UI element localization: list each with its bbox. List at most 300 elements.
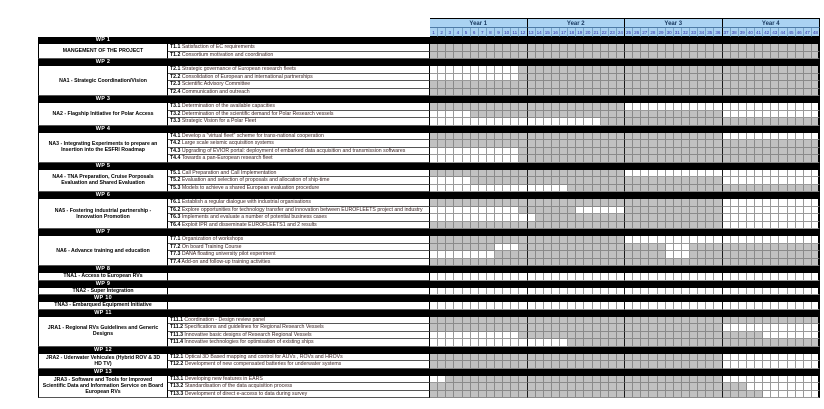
gantt-cell-filled: [633, 155, 641, 163]
gantt-cell-empty: [430, 302, 438, 310]
gantt-cell-filled: [755, 89, 763, 97]
gantt-cell-filled: [463, 376, 471, 384]
task-id: T11.4: [170, 339, 183, 345]
gantt-cell-empty: [739, 111, 747, 119]
gantt-cell-filled: [763, 244, 771, 252]
task-id: T13.3: [170, 390, 184, 397]
gantt-cell-empty: [471, 118, 479, 126]
gantt-cell-filled: [771, 89, 779, 97]
task-description: T12.2 Development of new compensated batteries for underwater systems: [168, 361, 430, 369]
gantt-cell-filled: [771, 251, 779, 259]
gantt-cell-filled: [544, 66, 552, 74]
gantt-cell-filled: [503, 199, 511, 207]
task-id: T4.2: [170, 140, 181, 146]
gantt-cell-empty: [438, 288, 446, 296]
gantt-cell-filled: [609, 222, 617, 230]
gantt-cell-filled: [779, 118, 787, 126]
gantt-cell-filled: [609, 251, 617, 259]
gantt-cell-empty: [438, 74, 446, 82]
gantt-cell-filled: [479, 111, 487, 119]
wp-section: [38, 376, 820, 399]
gantt-cell-filled: [503, 111, 511, 119]
task-id: T1.1: [170, 44, 181, 50]
gantt-cell-filled: [471, 361, 479, 369]
gantt-cell-filled: [649, 259, 657, 267]
gantt-cell-empty: [471, 214, 479, 222]
gantt-cell-empty: [788, 273, 796, 281]
gantt-cell-filled: [771, 140, 779, 148]
gantt-cell-filled: [731, 155, 739, 163]
gantt-cell-filled: [788, 74, 796, 82]
gantt-cell-filled: [519, 81, 527, 89]
gantt-cell-empty: [690, 288, 698, 296]
gantt-cell-empty: [788, 222, 796, 230]
gantt-cell-filled: [649, 89, 657, 97]
gantt-cell-filled: [658, 89, 666, 97]
gantt-cell-filled: [479, 376, 487, 384]
gantt-cell-empty: [796, 376, 804, 384]
gantt-cell-empty: [593, 288, 601, 296]
gantt-cell-filled: [528, 111, 536, 119]
gantt-cell-filled: [658, 133, 666, 141]
gantt-cell-filled: [463, 324, 471, 332]
gantt-cell-filled: [674, 177, 682, 185]
gantt-cell-empty: [666, 236, 674, 244]
gantt-cell-empty: [804, 236, 812, 244]
gantt-cell-filled: [601, 155, 609, 163]
gantt-cell-filled: [519, 332, 527, 340]
gantt-cell-filled: [552, 244, 560, 252]
gantt-cell-empty: [771, 103, 779, 111]
gantt-cell-empty: [625, 236, 633, 244]
gantt-cell-filled: [479, 354, 487, 362]
gantt-cell-empty: [511, 339, 519, 347]
gantt-cell-filled: [804, 251, 812, 259]
gantt-cell-empty: [454, 273, 462, 281]
gantt-cell-filled: [519, 103, 527, 111]
gantt-cell-empty: [446, 177, 454, 185]
gantt-cell-filled: [471, 44, 479, 52]
gantt-cell-empty: [723, 236, 731, 244]
gantt-cell-filled: [633, 317, 641, 325]
task-row: [168, 199, 820, 207]
gantt-cell-filled: [454, 222, 462, 230]
gantt-cell-filled: [625, 199, 633, 207]
task-id: T12.1: [170, 353, 184, 360]
gantt-cell-filled: [666, 222, 674, 230]
gantt-cell-filled: [584, 317, 592, 325]
gantt-cell-empty: [438, 302, 446, 310]
gantt-cell-filled: [519, 89, 527, 97]
gantt-cell-filled: [755, 391, 763, 399]
gantt-cell-filled: [576, 170, 584, 178]
gantt-cell-filled: [641, 332, 649, 340]
wp-header-label: WP 10: [94, 295, 112, 301]
gantt-cell-filled: [568, 214, 576, 222]
gantt-cell-filled: [796, 148, 804, 156]
gantt-cell-filled: [552, 214, 560, 222]
gantt-cell-filled: [641, 74, 649, 82]
task-id: T2.3: [170, 81, 181, 87]
gantt-cell-empty: [812, 361, 820, 369]
gantt-cell-filled: [601, 118, 609, 126]
task-timeline: [430, 148, 820, 156]
task-timeline: [430, 185, 820, 193]
year-header-cell: Year 3: [625, 18, 723, 28]
task-description: T5.1 Call Preparation and Call Implementation: [168, 170, 430, 178]
gantt-cell-filled: [739, 66, 747, 74]
gantt-cell-filled: [641, 177, 649, 185]
gantt-cell-filled: [503, 89, 511, 97]
gantt-cell-empty: [593, 118, 601, 126]
gantt-cell-empty: [641, 236, 649, 244]
gantt-cell-filled: [560, 170, 568, 178]
gantt-cell-filled: [723, 244, 731, 252]
gantt-cell-filled: [674, 133, 682, 141]
gantt-cell-filled: [771, 317, 779, 325]
gantt-cell-empty: [560, 339, 568, 347]
gantt-cell-filled: [747, 185, 755, 193]
gantt-cell-filled: [438, 170, 446, 178]
wp-header-label: WP 3: [95, 96, 111, 102]
gantt-cell-filled: [771, 44, 779, 52]
gantt-cell-empty: [528, 302, 536, 310]
gantt-cell-empty: [755, 376, 763, 384]
gantt-cell-filled: [763, 52, 771, 60]
gantt-cell-empty: [771, 222, 779, 230]
gantt-cell-filled: [771, 66, 779, 74]
gantt-cell-filled: [706, 383, 714, 391]
wp-task-rows: [168, 317, 820, 347]
gantt-cell-empty: [812, 214, 820, 222]
gantt-cell-empty: [788, 133, 796, 141]
gantt-cell-empty: [552, 118, 560, 126]
gantt-cell-filled: [479, 81, 487, 89]
gantt-cell-empty: [511, 118, 519, 126]
task-timeline: [430, 251, 820, 259]
gantt-cell-filled: [544, 214, 552, 222]
gantt-cell-empty: [568, 273, 576, 281]
gantt-cell-empty: [430, 214, 438, 222]
gantt-cell-filled: [503, 81, 511, 89]
gantt-cell-filled: [698, 133, 706, 141]
gantt-cell-filled: [633, 44, 641, 52]
gantt-cell-empty: [495, 273, 503, 281]
gantt-cell-filled: [617, 383, 625, 391]
gantt-cell-empty: [812, 354, 820, 362]
gantt-cell-filled: [560, 66, 568, 74]
gantt-cell-empty: [471, 207, 479, 215]
gantt-cell-filled: [479, 140, 487, 148]
gantt-cell-empty: [560, 273, 568, 281]
gantt-cell-filled: [544, 103, 552, 111]
gantt-cell-empty: [544, 339, 552, 347]
gantt-cell-filled: [739, 339, 747, 347]
gantt-cell-filled: [674, 74, 682, 82]
task-row: [168, 81, 820, 89]
gantt-cell-filled: [706, 74, 714, 82]
gantt-cell-filled: [560, 89, 568, 97]
gantt-cell-filled: [568, 391, 576, 399]
gantt-cell-empty: [528, 185, 536, 193]
gantt-cell-filled: [771, 118, 779, 126]
gantt-cell-filled: [593, 155, 601, 163]
gantt-cell-filled: [593, 383, 601, 391]
gantt-cell-filled: [560, 383, 568, 391]
month-header-cell: 46: [796, 30, 802, 35]
gantt-cell-filled: [625, 52, 633, 60]
gantt-cell-empty: [511, 214, 519, 222]
gantt-cell-filled: [593, 199, 601, 207]
gantt-cell-filled: [641, 361, 649, 369]
gantt-cell-empty: [788, 214, 796, 222]
gantt-cell-empty: [723, 376, 731, 384]
wp-header-label: WP 5: [95, 162, 111, 169]
gantt-cell-filled: [584, 81, 592, 89]
gantt-cell-filled: [544, 317, 552, 325]
gantt-cell-empty: [511, 155, 519, 163]
gantt-cell-empty: [771, 177, 779, 185]
gantt-cell-filled: [568, 81, 576, 89]
gantt-cell-filled: [584, 199, 592, 207]
month-header-cell: 34: [699, 30, 705, 35]
gantt-cell-empty: [706, 302, 714, 310]
gantt-cell-empty: [804, 324, 812, 332]
gantt-cell-filled: [552, 391, 560, 399]
gantt-cell-filled: [576, 103, 584, 111]
gantt-cell-filled: [706, 391, 714, 399]
gantt-cell-filled: [568, 259, 576, 267]
gantt-cell-filled: [674, 148, 682, 156]
gantt-cell-filled: [617, 44, 625, 52]
gantt-cell-empty: [739, 133, 747, 141]
gantt-cell-filled: [739, 118, 747, 126]
task-row: [168, 273, 820, 281]
gantt-cell-filled: [617, 52, 625, 60]
gantt-cell-empty: [584, 302, 592, 310]
gantt-cell-empty: [649, 288, 657, 296]
month-header-cell: 4: [454, 28, 462, 37]
gantt-cell-empty: [804, 361, 812, 369]
gantt-cell-empty: [812, 302, 820, 310]
gantt-cell-filled: [788, 244, 796, 252]
gantt-cell-filled: [690, 133, 698, 141]
gantt-cell-filled: [731, 332, 739, 340]
gantt-cell-empty: [796, 361, 804, 369]
gantt-cell-filled: [763, 251, 771, 259]
gantt-cell-filled: [714, 354, 722, 362]
gantt-cell-filled: [584, 133, 592, 141]
gantt-cell-empty: [723, 111, 731, 119]
gantt-cell-empty: [479, 185, 487, 193]
month-header-cell: 44: [780, 30, 786, 35]
gantt-cell-filled: [519, 133, 527, 141]
gantt-cell-filled: [714, 66, 722, 74]
task-row: [168, 317, 820, 325]
gantt-cell-filled: [593, 140, 601, 148]
gantt-cell-filled: [511, 52, 519, 60]
gantt-cell-filled: [682, 222, 690, 230]
gantt-cell-empty: [779, 302, 787, 310]
gantt-cell-filled: [568, 185, 576, 193]
gantt-cell-filled: [593, 259, 601, 267]
gantt-cell-filled: [682, 185, 690, 193]
task-id: T11.2: [170, 324, 183, 330]
gantt-cell-empty: [788, 199, 796, 207]
gantt-cell-filled: [552, 177, 560, 185]
gantt-cell-empty: [430, 288, 438, 296]
gantt-cell-filled: [584, 383, 592, 391]
gantt-cell-filled: [528, 251, 536, 259]
gantt-cell-filled: [633, 222, 641, 230]
gantt-cell-filled: [723, 44, 731, 52]
gantt-cell-filled: [698, 140, 706, 148]
gantt-cell-filled: [593, 89, 601, 97]
gantt-cell-empty: [479, 251, 487, 259]
gantt-cell-empty: [771, 133, 779, 141]
gantt-cell-filled: [601, 140, 609, 148]
gantt-cell-filled: [576, 376, 584, 384]
gantt-cell-filled: [593, 103, 601, 111]
gantt-cell-filled: [487, 236, 495, 244]
gantt-cell-filled: [609, 361, 617, 369]
gantt-cell-filled: [430, 140, 438, 148]
gantt-cell-empty: [617, 288, 625, 296]
gantt-cell-empty: [446, 155, 454, 163]
month-header-cell: 6: [471, 28, 479, 37]
gantt-cell-filled: [463, 354, 471, 362]
gantt-cell-empty: [771, 214, 779, 222]
gantt-cell-filled: [471, 236, 479, 244]
gantt-cell-filled: [519, 354, 527, 362]
gantt-cell-filled: [682, 317, 690, 325]
gantt-cell-filled: [552, 148, 560, 156]
gantt-cell-empty: [438, 214, 446, 222]
gantt-cell-filled: [584, 391, 592, 399]
gantt-cell-filled: [674, 339, 682, 347]
gantt-cell-filled: [430, 89, 438, 97]
gantt-cell-empty: [495, 66, 503, 74]
gantt-cell-filled: [649, 222, 657, 230]
gantt-cell-filled: [568, 339, 576, 347]
gantt-cell-empty: [430, 376, 438, 384]
gantt-cell-empty: [804, 383, 812, 391]
gantt-cell-filled: [804, 148, 812, 156]
gantt-cell-filled: [609, 244, 617, 252]
gantt-cell-filled: [438, 324, 446, 332]
gantt-cell-empty: [796, 170, 804, 178]
gantt-cell-empty: [463, 66, 471, 74]
gantt-cell-empty: [731, 133, 739, 141]
gantt-cell-filled: [560, 103, 568, 111]
gantt-cell-filled: [641, 140, 649, 148]
gantt-cell-filled: [519, 251, 527, 259]
gantt-cell-filled: [706, 339, 714, 347]
gantt-cell-filled: [487, 324, 495, 332]
gantt-cell-empty: [503, 288, 511, 296]
gantt-cell-filled: [658, 317, 666, 325]
gantt-cell-filled: [641, 376, 649, 384]
gantt-cell-filled: [576, 236, 584, 244]
gantt-cell-filled: [682, 324, 690, 332]
gantt-cell-filled: [804, 74, 812, 82]
gantt-cell-filled: [454, 259, 462, 267]
wp-header-bar: [38, 229, 820, 236]
gantt-cell-empty: [812, 288, 820, 296]
wp-name: TNA3 - Embarqued Equipment Initiative: [38, 302, 168, 310]
month-header-cell: 13: [528, 30, 534, 35]
task-timeline: [430, 81, 820, 89]
gantt-cell-filled: [528, 89, 536, 97]
gantt-cell-filled: [536, 259, 544, 267]
task-id: T6.1: [170, 199, 181, 205]
gantt-cell-empty: [471, 74, 479, 82]
gantt-cell-filled: [763, 185, 771, 193]
gantt-cell-filled: [747, 317, 755, 325]
gantt-cell-filled: [617, 354, 625, 362]
gantt-cell-empty: [649, 103, 657, 111]
gantt-cell-filled: [503, 391, 511, 399]
gantt-cell-filled: [576, 148, 584, 156]
gantt-cell-filled: [633, 185, 641, 193]
gantt-cell-filled: [698, 148, 706, 156]
gantt-cell-filled: [601, 339, 609, 347]
gantt-cell-filled: [698, 324, 706, 332]
gantt-cell-empty: [723, 354, 731, 362]
gantt-cell-filled: [601, 361, 609, 369]
gantt-cell-filled: [763, 44, 771, 52]
task-row: [168, 155, 820, 163]
gantt-cell-empty: [739, 222, 747, 230]
gantt-cell-filled: [649, 140, 657, 148]
gantt-cell-filled: [633, 148, 641, 156]
gantt-cell-filled: [625, 89, 633, 97]
gantt-cell-filled: [454, 317, 462, 325]
gantt-cell-filled: [463, 383, 471, 391]
gantt-cell-filled: [528, 236, 536, 244]
gantt-cell-filled: [698, 118, 706, 126]
gantt-cell-filled: [495, 236, 503, 244]
gantt-cell-filled: [617, 140, 625, 148]
gantt-cell-filled: [617, 133, 625, 141]
gantt-cell-empty: [747, 236, 755, 244]
gantt-cell-filled: [487, 170, 495, 178]
gantt-cell-filled: [446, 222, 454, 230]
gantt-cell-empty: [755, 288, 763, 296]
gantt-cell-filled: [568, 222, 576, 230]
gantt-cell-filled: [568, 177, 576, 185]
task-description: T11.3 Innovative basic designs of Research Regional Vessels: [168, 332, 430, 340]
gantt-cell-filled: [593, 111, 601, 119]
gantt-cell-filled: [568, 52, 576, 60]
gantt-cell-filled: [731, 81, 739, 89]
task-description: T7.1 Organization of workshops: [168, 236, 430, 244]
gantt-cell-filled: [446, 133, 454, 141]
gantt-cell-empty: [763, 133, 771, 141]
gantt-cell-empty: [731, 236, 739, 244]
gantt-cell-empty: [763, 324, 771, 332]
gantt-cell-empty: [463, 118, 471, 126]
gantt-cell-empty: [495, 302, 503, 310]
month-header-cell: 33: [691, 30, 697, 35]
gantt-cell-filled: [682, 89, 690, 97]
gantt-cell-filled: [633, 324, 641, 332]
gantt-cell-filled: [706, 332, 714, 340]
gantt-cell-filled: [544, 52, 552, 60]
task-row: [168, 339, 820, 347]
gantt-cell-filled: [617, 222, 625, 230]
gantt-cell-filled: [755, 52, 763, 60]
